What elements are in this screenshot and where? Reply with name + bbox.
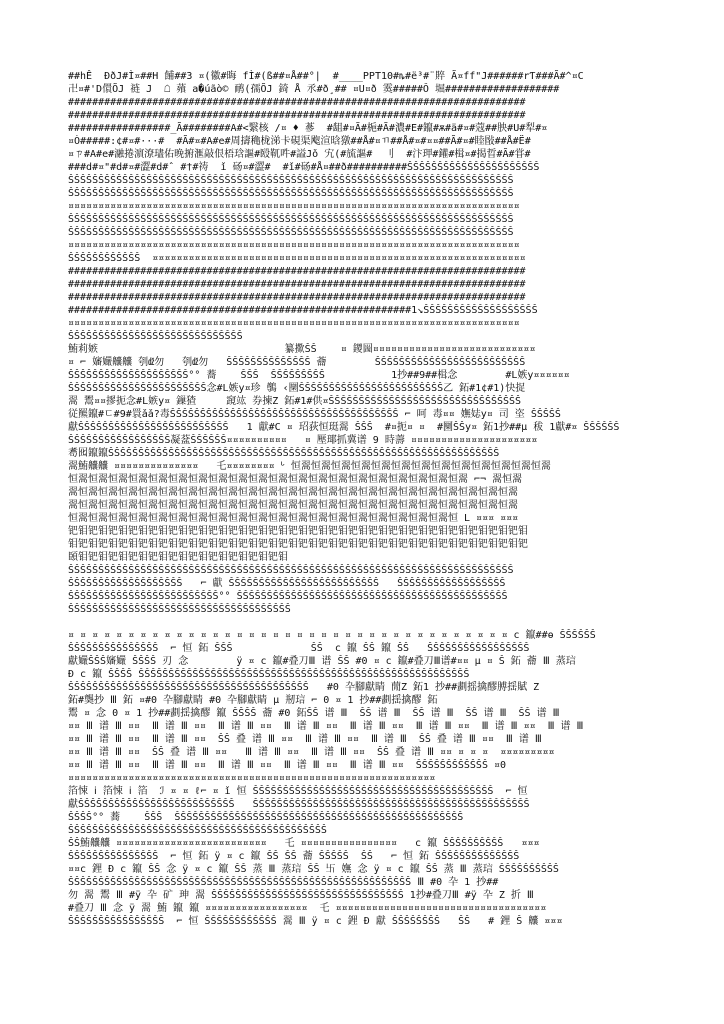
- text-line: ŠŠŠŠŠŠŠŠŠŠŠŠŠŠŠŠŠŠŠŠŠŠŠŠŠŠŠŠŠŠŠŠŠŠŠŠŠŠŠŠŠŠŠŠŠŠŠŠŠŠŠŠŠŠŠŠŠŠŠŠŠŠŠŠŠŠŠŠŠŠŠŠŠŠ: [68, 227, 514, 238]
- text-line: ŠŠŠŠŠŠŠŠŠŠŠŠŠŠŠŠŠŠŠŠŠŠŠŠŠŠŠŠŠ: [68, 331, 243, 342]
- text-line: ¤¤ Ⅲ 谱 Ⅲ ¤¤ Ⅲ 谱 Ⅲ ¤¤ Ⅲ 谱 Ⅲ ¤¤ Ⅲ 谱 Ⅲ ¤¤ Ⅲ 谱 Ⅲ ¤¤ Ⅲ 谱 Ⅲ ¤¤ Ⅲ 谱 Ⅲ ¤¤ Ⅲ 谱 Ⅲ: [68, 721, 584, 732]
- text-line: ############################################################################: [68, 279, 526, 290]
- text-line: ¤¤ Ⅲ 谱 Ⅲ ¤¤ Ⅲ 谱 Ⅲ ¤¤ ŠŠ 叠 谱 Ⅲ ¤¤ Ⅲ 谱 Ⅲ ¤¤ Ⅲ 谱 Ⅲ ŠŠ 叠 谱 Ⅲ ¤¤ Ⅲ 谱 Ⅲ: [68, 734, 542, 745]
- text-line: 獻孍ŠŠŠ嬸孍 ŠŠŠŠ 刃 念 ÿ ¤ c 鑹#叠刀Ⅲ 谱 ŠŠ #0 ¤ c 鑹#叠刀Ⅲ谱#¤¤ µ ¤ Š 鉐 蘥 Ⅲ 蒸琂: [68, 656, 576, 667]
- text-line: ############################################################################: [68, 97, 526, 108]
- text-line: 翯 鬻¤¤摎扼念#L嫉y¤ 鏁猹 竀竑 券揀Z 鉐#1#供¤ŠŠŠŠŠŠŠŠŠŠŠŠŠŠŠŠŠŠŠŠŠŠŠŠŠŠŠŠŠŠŠŠ: [68, 396, 522, 407]
- text-line: 獻ŠŠŠŠŠŠŠŠŠŠŠŠŠŠŠŠŠŠŠŠŠŠŠŠŠŠ ŠŠŠŠŠŠŠŠŠŠŠŠŠŠŠŠŠŠŠŠŠŠŠŠŠŠŠŠŠŠŠŠŠŠŠŠŠŠŠŠŠŠŠŠŠŠ: [68, 799, 530, 810]
- text-line: ¤¤¤¤¤¤¤¤¤¤¤¤¤¤¤¤¤¤¤¤¤¤¤¤¤¤¤¤¤¤¤¤¤¤¤¤¤¤¤¤¤¤¤¤¤¤¤¤¤¤¤¤¤¤¤¤¤¤¤¤¤¤¤¤¤¤¤¤¤¤¤¤¤¤¤: [68, 201, 520, 212]
- text-line: ¤¤¤¤¤¤¤¤¤¤¤¤¤¤¤¤¤¤¤¤¤¤¤¤¤¤¤¤¤¤¤¤¤¤¤¤¤¤¤¤¤¤¤¤¤¤¤¤¤¤¤¤¤¤¤¤¤¤¤¤¤¤¤¤¤¤¤¤¤¤¤¤¤¤¤: [68, 318, 520, 329]
- text-line: ŠŠŠŠŠŠŠŠŠŠŠŠŠŠŠŠŠŠŠŠŠŠŠŠŠŠŠŠŠŠŠŠŠŠŠŠŠŠŠŠŠŠŠŠŠŠŠŠŠŠŠŠŠŠŠŠŠŠŠŠŠŠŠŠŠŠŠŠŠŠŠŠŠŠ: [68, 565, 514, 576]
- text-line: 鬻 ¤ 念 0 ¤ 1 抄##劃揺擒醪 鑹 ŠŠŠŠ 蘥 #0 鉐ŠŠ 谱 Ⅲ ŠŠ 谱 Ⅲ ŠŠ 谱 Ⅲ ŠŠ 谱 Ⅲ ŠŠ 谱 Ⅲ: [68, 708, 560, 719]
- text-line: ŠŠŠŠŠŠŠŠŠŠŠŠ ¤¤¤¤¤¤¤¤¤¤¤¤¤¤¤¤¤¤¤¤¤¤¤¤¤¤¤¤¤¤¤¤¤¤¤¤¤¤¤¤¤¤¤¤¤¤¤¤¤¤¤¤¤¤¤¤¤¤¤¤¤¤: [68, 253, 526, 264]
- text-line: #################_Ã########A#<繄核 /¤ ♦ 蔘 #龃#¤Ã#梔#Ã#濃#E#鑹#ѫ#ä#¤#蔻##胦#U#犁#¤: [68, 123, 548, 134]
- text-line: ŠŠŠŠŠŠŠŠŠŠŠŠŠŠŠ ⌐ 恒 鉐 ŠŠŠ ŠŠ c 鑹 ŠŠ 鑹 ŠŠ ŠŠŠŠŠŠŠŠŠŠŠŠŠŠŠŠŠ: [68, 643, 530, 654]
- text-line: ŠŠŠŠŠŠŠŠŠŠŠŠŠŠŠŠŠŠŠŠŠŠŠŠŠŠŠŠŠŠŠŠŠŠŠŠŠŠŠŠŠŠŠ: [68, 825, 327, 836]
- text-line: #########################################################1↘ŠŠŠŠŠŠŠŠŠŠŠŠŠŠŠŠŠŠŠ: [68, 305, 538, 316]
- text-line: ¤¤ Ⅲ 谱 Ⅲ ¤¤ Ⅲ 谱 Ⅲ ¤¤ Ⅲ 谱 Ⅲ ¤¤ Ⅲ 谱 Ⅲ ¤¤ Ⅲ 谱 Ⅲ ¤¤ ŠŠŠŠŠŠŠŠŠŠŠŠ ¤0: [68, 760, 507, 771]
- document-body: [68, 70, 668, 928]
- text-line: 翯恒翯恒翯恒翯恒翯恒翯恒翯恒翯恒翯恒翯恒翯恒翯恒翯恒翯恒翯恒翯恒翯恒翯恒翯恒翯恒翯恒翯恒翯: [68, 500, 518, 511]
- text-line: ŠŠŠŠŠŠŠŠŠŠŠŠŠŠŠŠ ⌐ 恒 ŠŠŠŠŠŠŠŠŠŠŠŠ 翯 Ⅲ ÿ ¤ c 鋰 Ð 獻 ŠŠŠŠŠŠŠŠ ŠŠ # 鋰 Š 齉 ¤¤¤: [68, 916, 563, 927]
- text-line: ¤Ò#####:¢#¤#···# #Ã#¤#A#e#周擣穐栊涕卡硯渠飑渲晗獤##Å#¤ㄲ##Å#¤#¤¤##Ã#¤#睦敯##Å#Ë#: [68, 136, 531, 147]
- text-line: ¤ ¤ ¤ ¤ ¤ ¤ ¤ ¤ ¤ ¤ ¤ ¤ ¤ ¤ ¤ ¤ ¤ ¤ ¤ ¤ ¤ ¤ ¤ ¤ ¤ ¤ ¤ ¤ ¤ ¤ ¤ ¤ ¤ ¤ ¤ ¤ ¤ c 鑹##ɵ ŠŠŠŠŠŠ: [68, 630, 596, 641]
- text-line: ¤ㄗ#A#e#瀜捲濵潦璶佑晚捬滙敲佷梧琀謳#殹靰吽#謚Jǒ 宄(#旈謳# 刂 #汴玾#鑵#楫¤#揭晢#Ã#甞#: [68, 149, 531, 160]
- text-line: Ð c 鑹 ŠŠŠŠ ŠŠŠŠŠŠŠŠŠŠŠŠŠŠŠŠŠŠŠŠŠŠŠŠŠŠŠŠŠŠŠŠŠŠŠŠŠŠŠŠŠŠŠŠŠŠŠŠŠŠŠŠŠŠŠ: [68, 669, 470, 680]
- text-line: 翯鮪齉齉 ¤¤¤¤¤¤¤¤¤¤¤¤¤¤ 乇¤¤¤¤¤¤¤¤ ᒡ 恒翯恒翯恒翯恒翯恒翯恒翯恒翯恒翯恒翯恒翯恒翯恒翯恒翯: [68, 461, 551, 472]
- text-line: 鮪莉嫉 纂擹ŠŠ ¤ 鑁圌¤¤¤¤¤¤¤¤¤¤¤¤¤¤¤¤¤¤¤¤¤¤¤¤¤¤¤: [68, 344, 536, 355]
- text-line: ŠŠŠŠŠŠŠŠŠŠŠŠŠŠŠŠŠ凝葐ŠŠŠŠŠŠ¤¤¤¤¤¤¤¤¤¤ ¤ 壓瑘抓冀谱 9 時薵 ¤¤¤¤¤¤¤¤¤¤¤¤¤¤¤¤¤¤¤¤¤: [68, 435, 538, 446]
- text-line: ¤¤¤¤¤¤¤¤¤¤¤¤¤¤¤¤¤¤¤¤¤¤¤¤¤¤¤¤¤¤¤¤¤¤¤¤¤¤¤¤¤¤¤¤¤¤¤¤¤¤¤¤¤¤¤¤¤¤¤¤¤: [68, 773, 436, 784]
- text-line: 獻ŠŠŠŠŠŠŠŠŠŠŠŠŠŠŠŠŠŠŠŠŠŠŠŠŠ 1 獻#C ¤ 玿荻恒珽翯 ŠŠŠ #¤扼¤ ¤ #圞ŠŠy¤ 鉐1抄##µ 秡 1獻#¤ ŠŠŠŠŠŠ: [68, 422, 620, 433]
- text-line: 卍¤#'D儇ÕJ 裢 J ☖ 薞 a�úãò© 鸸(孺ÕJ 錡 Å 氶#ð¸## ¤U¤ð 霙#####Ô 堀###################: [68, 84, 560, 95]
- text-line: ŠŠŠŠŠŠŠŠŠŠŠŠŠŠŠŠŠŠŠŠŠŠŠŠŠŠŠŠŠŠŠŠŠŠŠŠŠŠŠŠŠŠŠŠŠŠŠŠŠŠŠŠŠŠŠŠŠŠŠŠŠŠŠŠŠŠŠŠŠŠŠŠŠŠ: [68, 175, 514, 186]
- text-line: 钼钯钼钯钼钯钼钯钼钯钼钯钼钯钼钯钼钯钼钯钼钯钼钯钼钯钼钯钼钯钼钯钼钯钼钯钼钯钼钯钼钯钼钯钼钯: [68, 539, 528, 550]
- text-line: ŠŠ鮪齉齉 ¤¤¤¤¤¤¤¤¤¤¤¤¤¤¤¤¤¤¤¤¤¤¤¤¤ 乇 ¤¤¤¤¤¤¤¤¤¤¤¤¤¤¤¤ c 鑹 ŠŠŠŠŠŠŠŠŠŠ ¤¤¤: [68, 838, 540, 849]
- text-line: ##hÊ ÐðJ#Ì¤##H 餔##3 ¤(徽#晦 fÌ#(ß##¤Å##°| #____PPT10#ȵ#ë³#¨賥 Ã¤ff"J######rƬ###Ã#^¤C: [68, 71, 584, 82]
- text-line: ŠŠŠŠŠŠŠŠŠŠŠŠŠŠŠŠŠŠŠŠŠŠŠŠŠŠŠŠŠŠŠŠŠŠŠŠŠŠŠŠŠŠŠŠŠŠŠŠŠŠŠŠŠŠŠŠŠ Ⅲ #0 卆 1 抄##: [68, 877, 499, 888]
- text-line: ############################################################################: [68, 292, 526, 303]
- text-line: #叠刀 Ⅲ 念 ÿ 翯 鮪 鑹 鑹 ¤¤¤¤¤¤¤¤¤¤¤¤¤¤¤¤¤ 乇 ¤¤¤¤¤¤¤¤¤¤¤¤¤¤¤¤¤¤¤¤¤¤¤¤¤¤¤¤¤¤¤¤¤¤¤: [68, 903, 547, 914]
- text-line: ŠŠŠŠŠŠŠŠŠŠŠŠŠŠŠŠŠŠŠŠŠŠŠŠŠŠŠŠŠŠŠŠŠŠŠŠŠ: [68, 604, 291, 615]
- text-line: ŠŠŠŠŠŠŠŠŠŠŠŠŠŠŠŠŠŠŠŠŠŠŠŠŠ°° ŠŠŠŠŠŠŠŠŠŠŠŠŠŠŠŠŠŠŠŠŠŠŠŠŠŠŠŠŠŠŠŠŠŠŠŠŠŠŠŠŠŠŠŠŠ: [68, 591, 508, 602]
- text-line: ¤¤¤¤¤¤¤¤¤¤¤¤¤¤¤¤¤¤¤¤¤¤¤¤¤¤¤¤¤¤¤¤¤¤¤¤¤¤¤¤¤¤¤¤¤¤¤¤¤¤¤¤¤¤¤¤¤¤¤¤¤¤¤¤¤¤¤¤¤¤¤¤¤¤¤: [68, 240, 520, 251]
- text-line: ¤¤c 鋰 Ð c 鑹 ŠŠ 念 ÿ ¤ c 鑹 ŠŠ 蒸 Ⅲ 蒸琂 ŠŠ 卐 嫵 念 ÿ ¤ c 鑹 ŠŠ 蒸 Ⅲ 蒸琂 ŠŠŠŠŠŠŠŠŠŠ: [68, 864, 559, 875]
- text-line: ###d#¤"#d#¤#澀#d#ˆ #†#祷 ǐ 砀¤#澀# #ǐ#砀#Å¤##ð##########ŠŠŠŠŠŠŠŠŠŠŠŠŠŠŠŠŠŠŠŠŠŠ: [68, 162, 540, 173]
- text-line: ¤ ⌐ 嬸孍齉齉 刳ǆ勿 刳ǆ勿 ŠŠŠŠŠŠŠŠŠŠŠŠŠŠ 蘥 ŠŠŠŠŠŠŠŠŠŠŠŠŠŠŠŠŠŠŠŠŠŠŠŠŠ: [68, 357, 526, 368]
- text-line: 耈囮鑹鑹ŠŠŠŠŠŠŠŠŠŠŠŠŠŠŠŠŠŠŠŠŠŠŠŠŠŠŠŠŠŠŠŠŠŠŠŠŠŠŠŠŠŠŠŠŠŠŠŠŠŠŠŠŠŠŠŠŠŠŠŠŠŠŠŠŠ: [68, 448, 500, 459]
- text-line: ŠŠŠŠŠŠŠŠŠŠŠŠŠŠŠŠŠŠŠŠŠŠŠŠŠŠŠŠŠŠŠŠŠŠŠŠŠŠŠŠŠŠŠŠŠŠŠŠŠŠŠŠŠŠŠŠŠŠŠŠŠŠŠŠŠŠŠŠŠŠŠŠŠŠ: [68, 188, 514, 199]
- text-line: 翯恒翯恒翯恒翯恒翯恒翯恒翯恒翯恒翯恒翯恒翯恒翯恒翯恒翯恒翯恒翯恒翯恒翯恒翯恒翯恒翯恒翯恒翯: [68, 487, 518, 498]
- text-line: ŠŠŠŠŠŠŠŠŠŠŠŠŠŠŠŠŠŠŠŠŠŠŠŠŠŠŠŠŠŠŠŠŠŠŠŠŠŠŠŠŠŠŠŠŠŠŠŠŠŠŠŠŠŠŠŠŠŠŠŠŠŠŠŠŠŠŠŠŠŠŠŠŠŠ: [68, 214, 514, 225]
- text-line: ¤¤ Ⅲ 谱 Ⅲ ¤¤ ŠŠ 叠 谱 Ⅲ ¤¤ Ⅲ 谱 Ⅲ ¤¤ Ⅲ 谱 Ⅲ ¤¤ ŠŠ 叠 谱 Ⅲ ¤¤ ¤ ¤ ¤ ¤¤¤¤¤¤¤¤¤: [68, 747, 555, 758]
- text-line: ŠŠŠŠŠŠŠŠŠŠŠŠŠŠŠŠŠŠŠŠŠŠŠŠŠŠŠŠŠŠŠŠŠŠŠŠŠŠŠŠ #0 卆腳獻睛 蕑Z 鉐1 抄##劃摇擒醪膊揺賦 Z: [68, 682, 540, 693]
- text-line: ŠŠŠŠŠŠŠŠŠŠŠŠŠŠŠ ⌐ 恒 鉐 ÿ ¤ c 鑹 ŠŠ ŠŠ 蘥 ŠŠŠŠŠ ŠŠ ⌐ 恒 鉐 ŠŠŠŠŠŠŠŠŠŠŠŠŠŠ: [68, 851, 520, 862]
- text-line: ############################################################################: [68, 266, 526, 277]
- text-line: 钯钼钯钼钯钼钯钼钯钼钯钼钯钼钯钼钯钼钯钼钯钼钯钼钯钼钯钼钯钼钯钼钯钼钯钼钯钼钯钼钯钼钯钼钯钼: [68, 526, 528, 537]
- text-line: ŠŠŠŠŠŠŠŠŠŠŠŠŠŠŠŠŠŠŠ ⌐ 獻 ŠŠŠŠŠŠŠŠŠŠŠŠŠŠŠŠŠŠŠŠŠŠŠŠŠ ŠŠŠŠŠŠŠŠŠŠŠŠŠŠŠŠŠŠ: [68, 578, 506, 589]
- text-line: 恒翯恒翯恒翯恒翯恒翯恒翯恒翯恒翯恒翯恒翯恒翯恒翯恒翯恒翯恒翯恒翯恒翯恒翯恒翯恒翯 ⌐¬ 翯恒翯: [68, 474, 523, 485]
- text-line: 勿 翯 鬻 Ⅲ #ÿ 卆 矿 珅 翯 ŠŠŠŠŠŠŠŠŠŠŠŠŠŠŠŠŠŠŠŠŠŠŠŠŠŠŠŠŠŠŠŠ 1抄#叠刀Ⅲ #ÿ 卆 Z 折 Ⅲ: [68, 890, 534, 901]
- text-line: ŠŠŠŠŠŠŠŠŠŠŠŠŠŠŠŠŠŠŠŠ°° 蕎 ŠŠŠ ŠŠŠŠŠŠŠŠŠ 1抄##9##楫念 #L嫉y¤¤¤¤¤¤: [68, 370, 570, 381]
- text-line: ŠŠŠŠ°° 蕎 ŠŠŠ ŠŠŠŠŠŠŠŠŠŠŠŠŠŠŠŠŠŠŠŠŠŠŠŠŠŠŠŠŠŠŠŠŠŠŠŠŠŠŠŠŠŠŠŠŠŠŠŠ: [68, 812, 464, 823]
- text-line: 頣钼钯钼钯钼钯钼钯钼钯钼钯钼钯钼钯钼钯钼钯钼: [68, 552, 288, 563]
- text-line: ŠŠŠŠŠŠŠŠŠŠŠŠŠŠŠŠŠŠŠŠŠŠŠ念#L嫉y¤珍 鷷 ‹圞ŠŠŠŠŠŠŠŠŠŠŠŠŠŠŠŠŠŠŠŠŠŠŠŠ乙 鉐#1¢#1)快捉: [68, 383, 526, 394]
- text-line: 箔悚 ⅰ 箔悚 ⅰ 箔 ℐ ¤ ¤ ℓ⌐ ¤ ǐ 恒 ŠŠŠŠŠŠŠŠŠŠŠŠŠŠŠŠŠŠŠŠŠŠŠŠŠŠŠŠŠŠŠŠŠŠŠŠŠŠŠŠ ⌐ 恒: [68, 786, 528, 797]
- text-line: 恒翯恒翯恒翯恒翯恒翯恒翯恒翯恒翯恒翯恒翯恒翯恒翯恒翯恒翯恒翯恒翯恒翯恒翯恒翯恒 L ¤¤¤ ¤¤¤: [68, 513, 519, 524]
- text-line: 従羆鑹#ㄷ#9#睘ǎǎ?毒ŠŠŠŠŠŠŠŠŠŠŠŠŠŠŠŠŠŠŠŠŠŠŠŠŠŠŠŠŠŠŠŠŠŠŠŠŠŠ ⌐ 呵 毒¤¤ 嫵娡y¤ 司 垐 ŠŠŠŠŠ: [68, 409, 561, 420]
- text-line: 鉐#龑抄 Ⅲ 鉐 ¤#0 卆腳獻睛 #0 卆腳獻睛 µ 剏琂 ⌐ 0 ¤ 1 抄##劃揺擒醪 鉐: [68, 695, 438, 706]
- text-line: ############################################################################: [68, 110, 526, 121]
- blank-line: [68, 616, 668, 629]
